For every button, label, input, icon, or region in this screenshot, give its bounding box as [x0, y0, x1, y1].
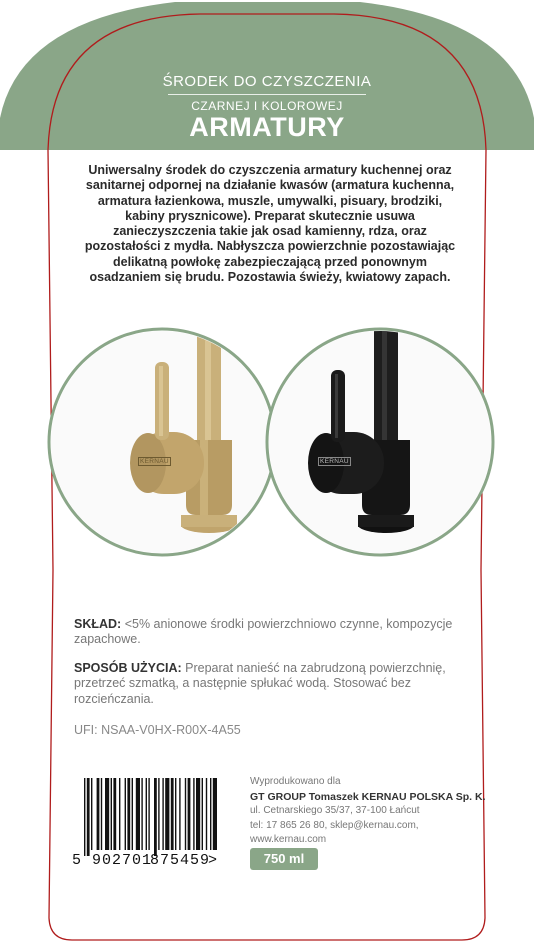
- gold-faucet-image: [49, 329, 275, 555]
- barcode-bar: [125, 778, 126, 850]
- barcode-bar: [196, 778, 200, 850]
- barcode-left-digits: 902701: [92, 852, 153, 869]
- product-title: ARMATURY: [189, 112, 345, 142]
- volume-badge: 750 ml: [250, 848, 318, 870]
- barcode-bar: [87, 778, 90, 856]
- barcode-bar: [84, 778, 85, 856]
- barcode-bar: [91, 778, 92, 850]
- barcode-first-digit: 5: [72, 852, 82, 869]
- barcode-bar: [158, 778, 159, 850]
- barcode-right-digits: 875459: [150, 852, 211, 869]
- barcode: [84, 778, 217, 856]
- barcode-bar: [213, 778, 217, 850]
- composition-label: SKŁAD:: [74, 617, 122, 631]
- usage-text: Preparat nanieść na zabrudzoną powierzchnię, przetrzeć szmatką, a następnie spłukać wodą. Stosować bez rozcieńczania.: [74, 661, 446, 706]
- manufacturer-company: GT GROUP Tomaszek KERNAU POLSKA Sp. K.: [250, 790, 486, 803]
- usage-block: [74, 661, 474, 707]
- barcode-bar: [111, 778, 112, 850]
- barcode-arrow: >: [208, 852, 218, 869]
- barcode-bar: [165, 778, 169, 850]
- barcode-bar: [105, 778, 109, 850]
- barcode-bar: [136, 778, 140, 850]
- barcode-bar: [179, 778, 180, 850]
- header-subtitle-2: CZARNEJ I KOLOROWEJ: [191, 99, 343, 113]
- black-faucet-image: [267, 329, 493, 555]
- manufacturer-intro: Wyprodukowano dla: [250, 776, 341, 787]
- barcode-bar: [162, 778, 163, 850]
- barcode-bar: [185, 778, 186, 850]
- barcode-bar: [146, 778, 147, 850]
- black-faucet-brand: KERNAU: [320, 458, 349, 465]
- manufacturer-address: ul. Cetnarskiego 35/37, 37-100 Łańcut: [250, 805, 420, 816]
- barcode-bar: [119, 778, 120, 850]
- header-divider: [168, 94, 366, 95]
- manufacturer-block: [250, 775, 510, 848]
- manufacturer-contact: tel: 17 865 26 80, sklep@kernau.com,: [250, 819, 419, 831]
- composition-block: [74, 617, 474, 648]
- barcode-bar: [206, 778, 207, 850]
- gold-faucet-brand: KERNAU: [140, 458, 169, 465]
- barcode-bar: [127, 778, 130, 850]
- barcode-bar: [141, 778, 142, 850]
- ufi-code: UFI: NSAA-V0HX-R00X-4A55: [74, 723, 241, 737]
- barcode-bar: [188, 778, 191, 850]
- product-description: Uniwersalny środek do czyszczenia armatury kuchennej oraz sanitarnej odpornej na działanie kwasów (armatura kuchenna, armatura łazienkowa, muszle, umywalki, pisuary, brodziki, kabiny prysznicowe). Preparat skutecznie usuwa zanieczyszczenia takie jak osad kamienny, rdza, oraz pozostałości z mydła. Nabłyszcza powierzchnie pozostawiając delikatną powłokę zabezpieczającą przed ponownym osadzaniem się brudu. Pozostawia świeży, kwiatowy zapach.: [84, 163, 456, 285]
- barcode-bar: [101, 778, 102, 850]
- barcode-bar: [154, 778, 157, 856]
- usage-label: SPOSÓB UŻYCIA:: [74, 661, 182, 675]
- barcode-bar: [171, 778, 174, 850]
- barcode-bar: [193, 778, 194, 850]
- manufacturer-website: www.kernau.com: [250, 834, 327, 845]
- barcode-bar: [202, 778, 203, 850]
- barcode-bar: [148, 778, 149, 850]
- composition-text: <5% anionowe środki powierzchniowo czynne, kompozycje zapachowe.: [74, 617, 453, 647]
- barcode-bar: [132, 778, 133, 850]
- header-subtitle: ŚRODEK DO CZYSZCZENIA: [162, 73, 372, 90]
- barcode-bar: [210, 778, 211, 850]
- barcode-bar: [175, 778, 176, 850]
- barcode-bar: [113, 778, 116, 850]
- barcode-bar: [97, 778, 100, 850]
